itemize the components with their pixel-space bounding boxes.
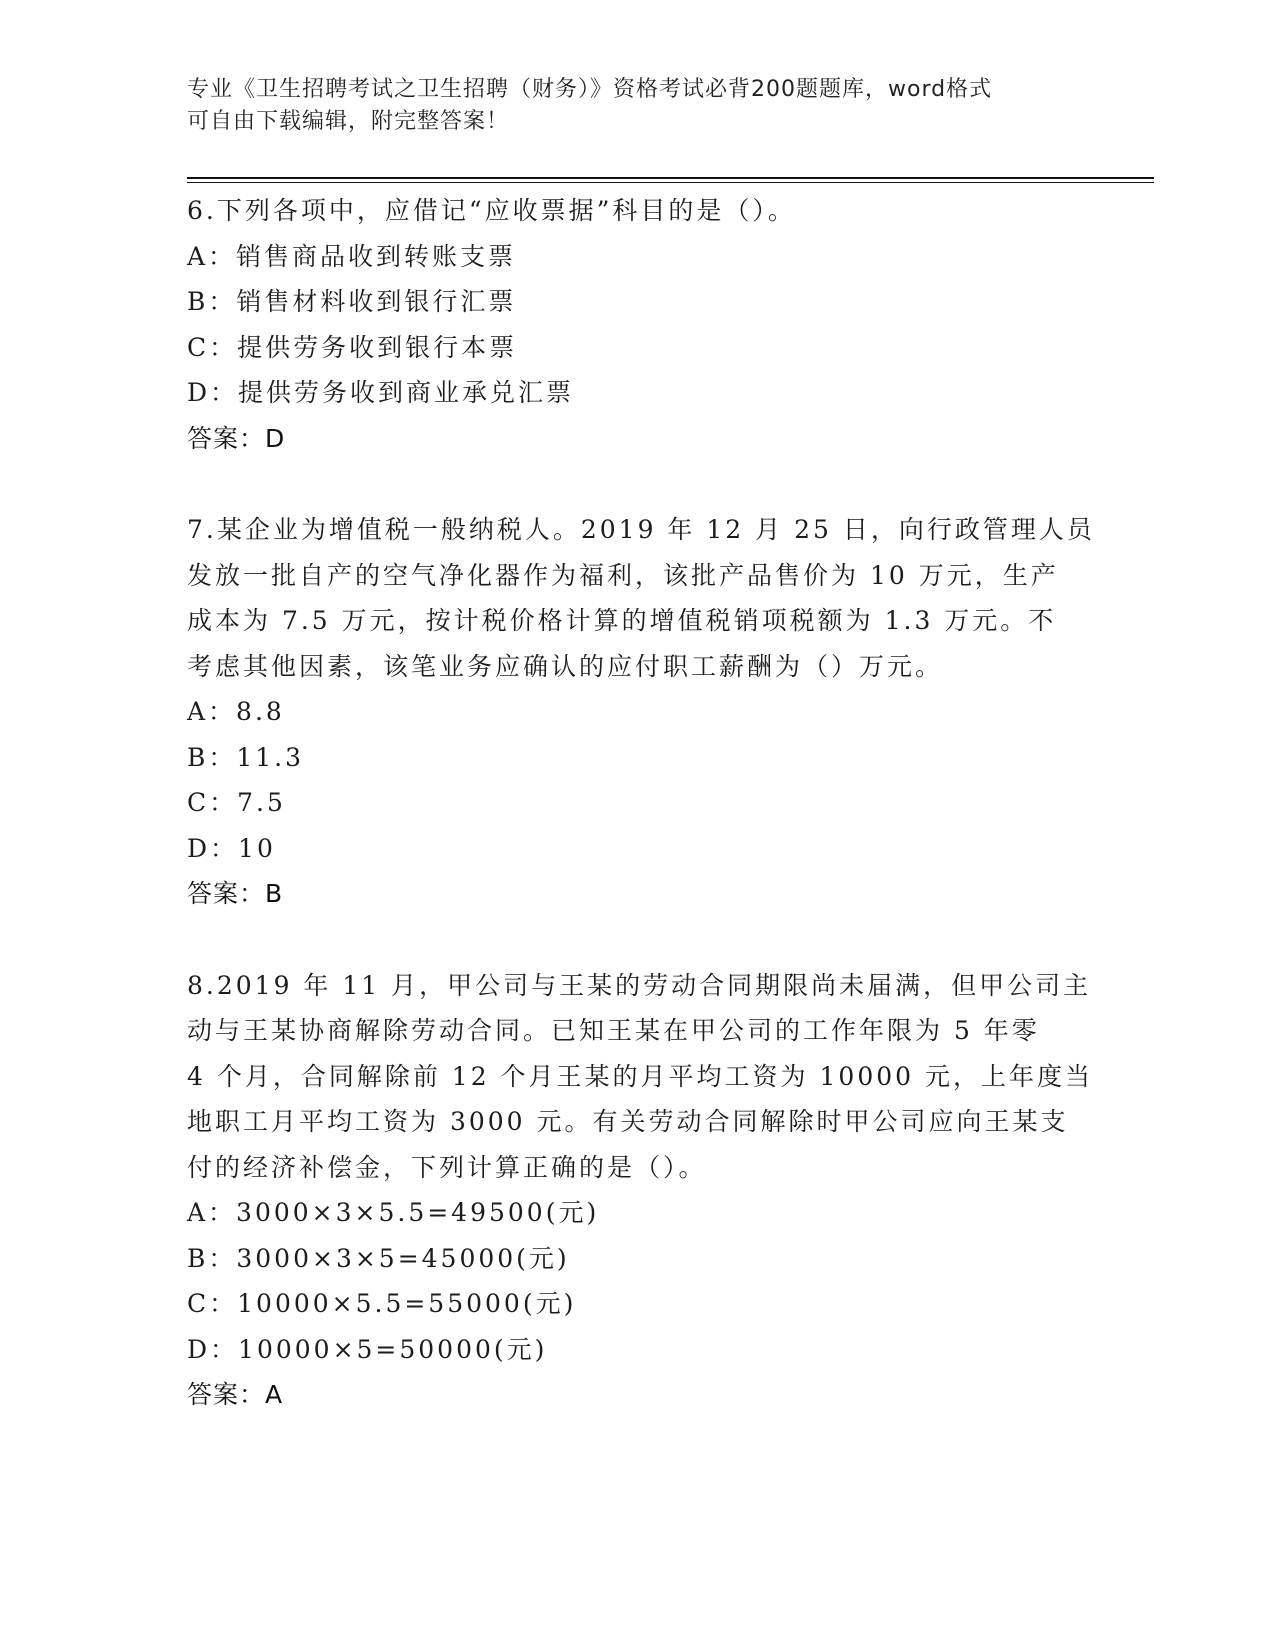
question-6-option-d: D：提供劳务收到商业承兑汇票 <box>187 378 575 407</box>
header-line-2: 可自由下载编辑，附完整答案！ <box>187 109 510 134</box>
question-7-option-a: A：8.8 <box>187 697 285 726</box>
question-8-option-c: C：10000×5.5=55000(元) <box>187 1289 577 1318</box>
question-7-option-d: D：10 <box>187 833 276 863</box>
question-7 <box>187 507 1095 917</box>
header-rule-thin <box>187 182 1154 183</box>
spacer <box>187 917 1087 963</box>
question-8-stem-line-1: 8.2019 年 11 月，甲公司与王某的劳动合同期限尚未届满，但甲公司主 <box>187 970 1092 1000</box>
question-6-stem: 6.下列各项中，应借记“应收票据”科目的是（）。 <box>187 196 796 225</box>
question-8-stem-line-4: 地职工月平均工资为 3000 元。有关劳动合同解除时甲公司应向王某支 <box>187 1107 1069 1136</box>
question-8-stem-line-3: 4 个月，合同解除前 12 个月王某的月平均工资为 10000 元，上年度当 <box>187 1061 1093 1091</box>
question-7-stem-line-3: 成本为 7.5 万元，按计税价格计算的增值税销项税额为 1.3 万元。不 <box>187 606 1057 635</box>
question-8-answer: 答案：A <box>187 1380 284 1409</box>
question-8 <box>187 963 1093 1418</box>
question-8-option-a: A：3000×3×5.5=49500(元) <box>187 1198 600 1227</box>
question-6 <box>187 188 1087 461</box>
question-6-answer: 答案：D <box>187 423 286 453</box>
spacer <box>187 461 1087 507</box>
question-7-option-b: B：11.3 <box>187 742 305 772</box>
question-7-option-c: C：7.5 <box>187 788 286 817</box>
question-7-stem-line-1: 7.某企业为增值税一般纳税人。2019 年 12 月 25 日，向行政管理人员 <box>187 515 1095 544</box>
header-rule-thick <box>187 177 1154 179</box>
question-6-option-c: C：提供劳务收到银行本票 <box>187 332 518 362</box>
question-7-answer: 答案：B <box>187 879 284 908</box>
question-list <box>187 188 1095 1418</box>
question-7-stem-line-2: 发放一批自产的空气净化器作为福利，该批产品售价为 10 万元，生产 <box>187 560 1059 590</box>
question-7-stem-line-4: 考虑其他因素，该笔业务应确认的应付职工薪酬为（）万元。 <box>187 651 944 681</box>
question-8-stem-line-5: 付的经济补偿金，下列计算正确的是（）。 <box>187 1152 707 1182</box>
question-8-stem-line-2: 动与王某协商解除劳动合同。已知王某在甲公司的工作年限为 5 年零 <box>187 1016 1040 1045</box>
question-8-option-d: D：10000×5=50000(元) <box>187 1334 548 1364</box>
document-header <box>187 74 1087 138</box>
question-6-option-a: A：销售商品收到转账支票 <box>187 241 517 271</box>
header-line-1: 专业《卫生招聘考试之卫生招聘（财务）》资格考试必背200题题库，word格式 <box>187 77 993 102</box>
question-6-option-b: B：销售材料收到银行汇票 <box>187 287 517 316</box>
question-8-option-b: B：3000×3×5=45000(元) <box>187 1243 570 1273</box>
